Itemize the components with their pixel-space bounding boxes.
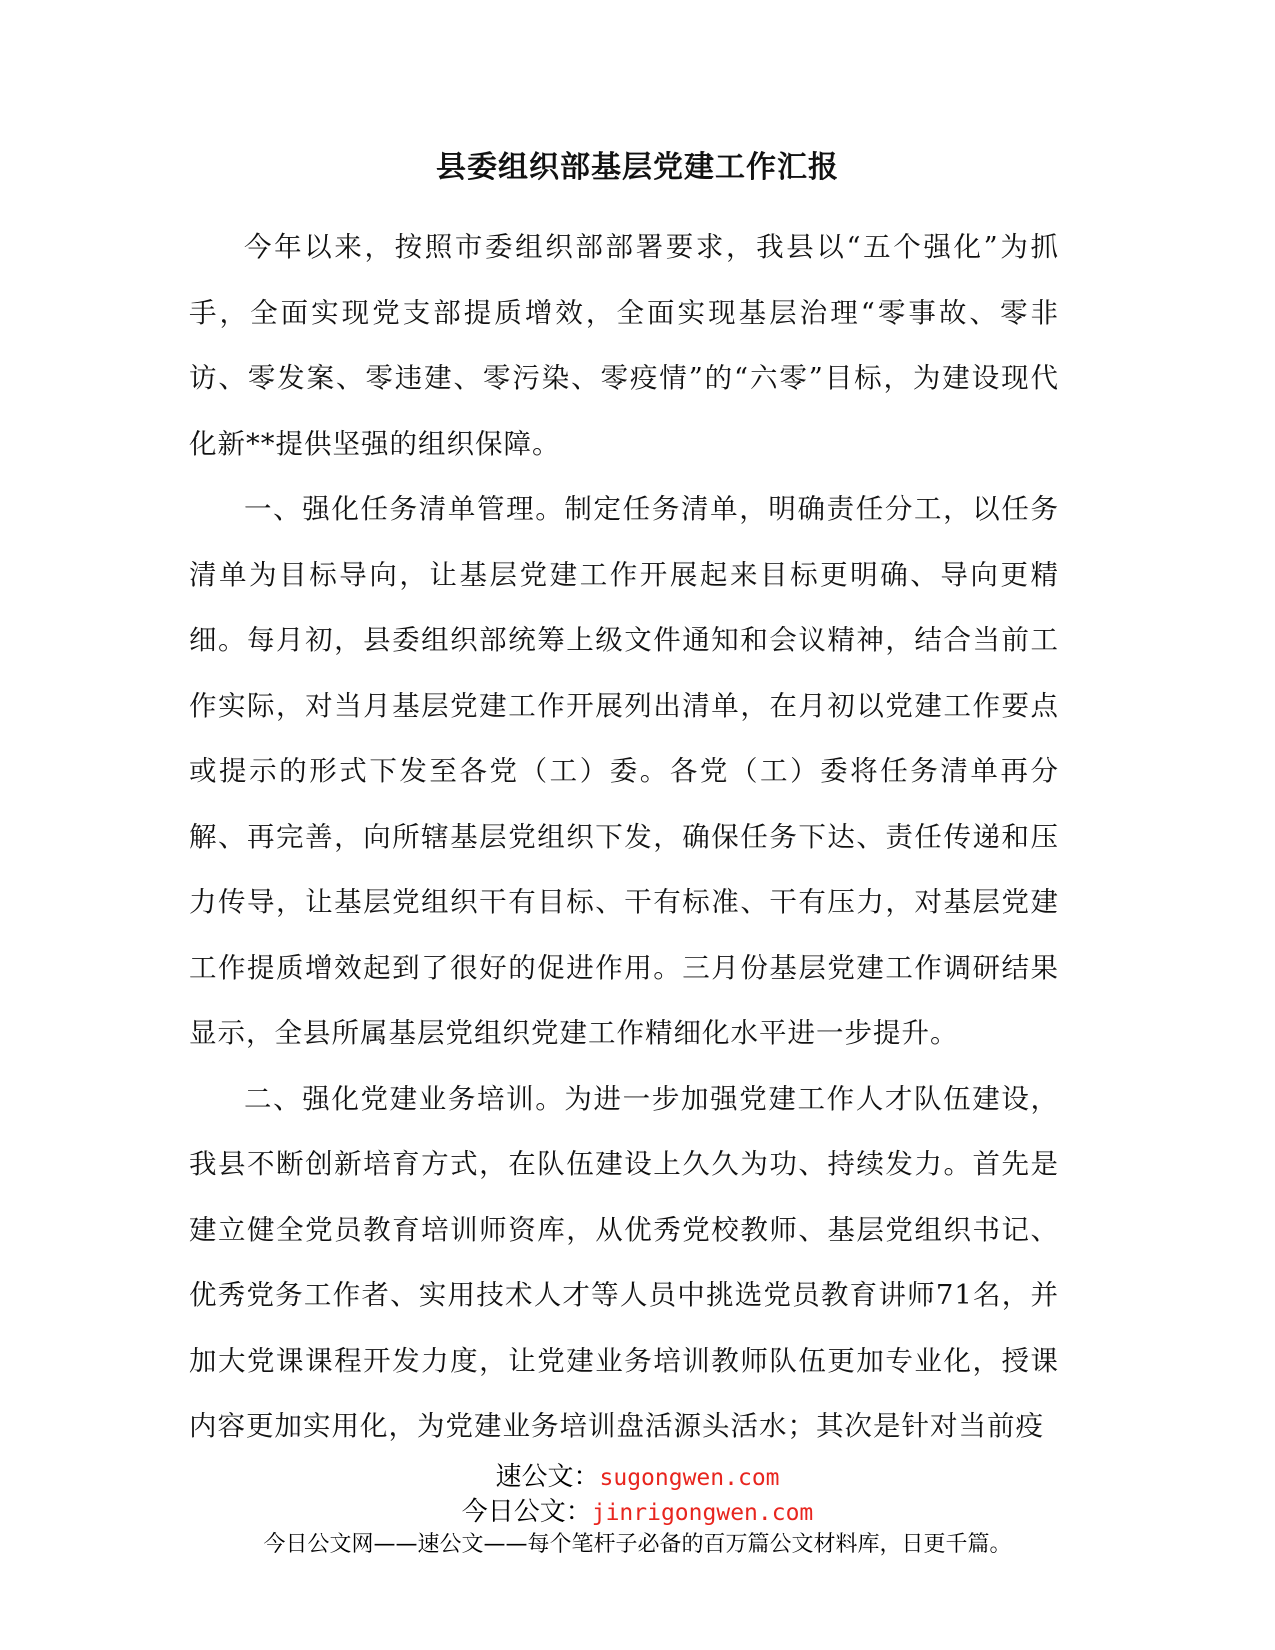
footer-sugongwen bbox=[0, 1460, 1275, 1495]
paragraph-intro: 今年以来，按照市委组织部部署要求，我县以“五个强化”为抓手，全面实现党支部提质增效，全面实现基层治理“零事故、零非访、零发案、零违建、零污染、零疫情”的“六零”目标，为建设现代化新**提供坚强的组织保障。 bbox=[189, 231, 1059, 460]
footer-jinrigongwen bbox=[0, 1495, 1275, 1530]
paragraph-section-2: 二、强化党建业务培训。为进一步加强党建工作人才队伍建设，我县不断创新培育方式，在队伍建设上久久为功、持续发力。首先是建立健全党员教育培训师资库，从优秀党校教师、基层党组织书记、优秀党务工作者、实用技术人才等人员中挑选党员教育讲师71名，并加大党课课程开发力度，让党建业务培训教师队伍更加专业化，授课内容更加实用化，为党建业务培训盘活源头活水；其次是针对当前疫 bbox=[189, 1082, 1059, 1442]
footer-jinrigongwen-link[interactable]: jinrigongwen.com bbox=[591, 1500, 814, 1526]
footer-jinrigongwen-label: 今日公文： bbox=[461, 1497, 592, 1527]
document-body bbox=[189, 215, 1059, 1460]
paragraph-section-1: 一、强化任务清单管理。制定任务清单，明确责任分工，以任务清单为目标导向，让基层党建工作开展起来目标更明确、导向更精细。每月初，县委组织部统筹上级文件通知和会议精神，结合当前工作实际，对当月基层党建工作开展列出清单，在月初以党建工作要点或提示的形式下发至各党（工）委。各党（工）委将任务清单再分解、再完善，向所辖基层党组织下发，确保任务下达、责任传递和压力传导，让基层党组织干有目标、干有标准、干有压力，对基层党建工作提质增效起到了很好的促进作用。三月份基层党建工作调研结果显示，全县所属基层党组织党建工作精细化水平进一步提升。 bbox=[189, 493, 1059, 1049]
footer-sugongwen-label: 速公文： bbox=[495, 1462, 600, 1492]
document-title: 县委组织部基层党建工作汇报 bbox=[436, 150, 839, 185]
footer-slogan: 今日公文网——速公文——每个笔杆子必备的百万篇公文材料库，日更千篇。 bbox=[263, 1532, 1012, 1557]
footer-sugongwen-link[interactable]: sugongwen.com bbox=[599, 1465, 780, 1491]
